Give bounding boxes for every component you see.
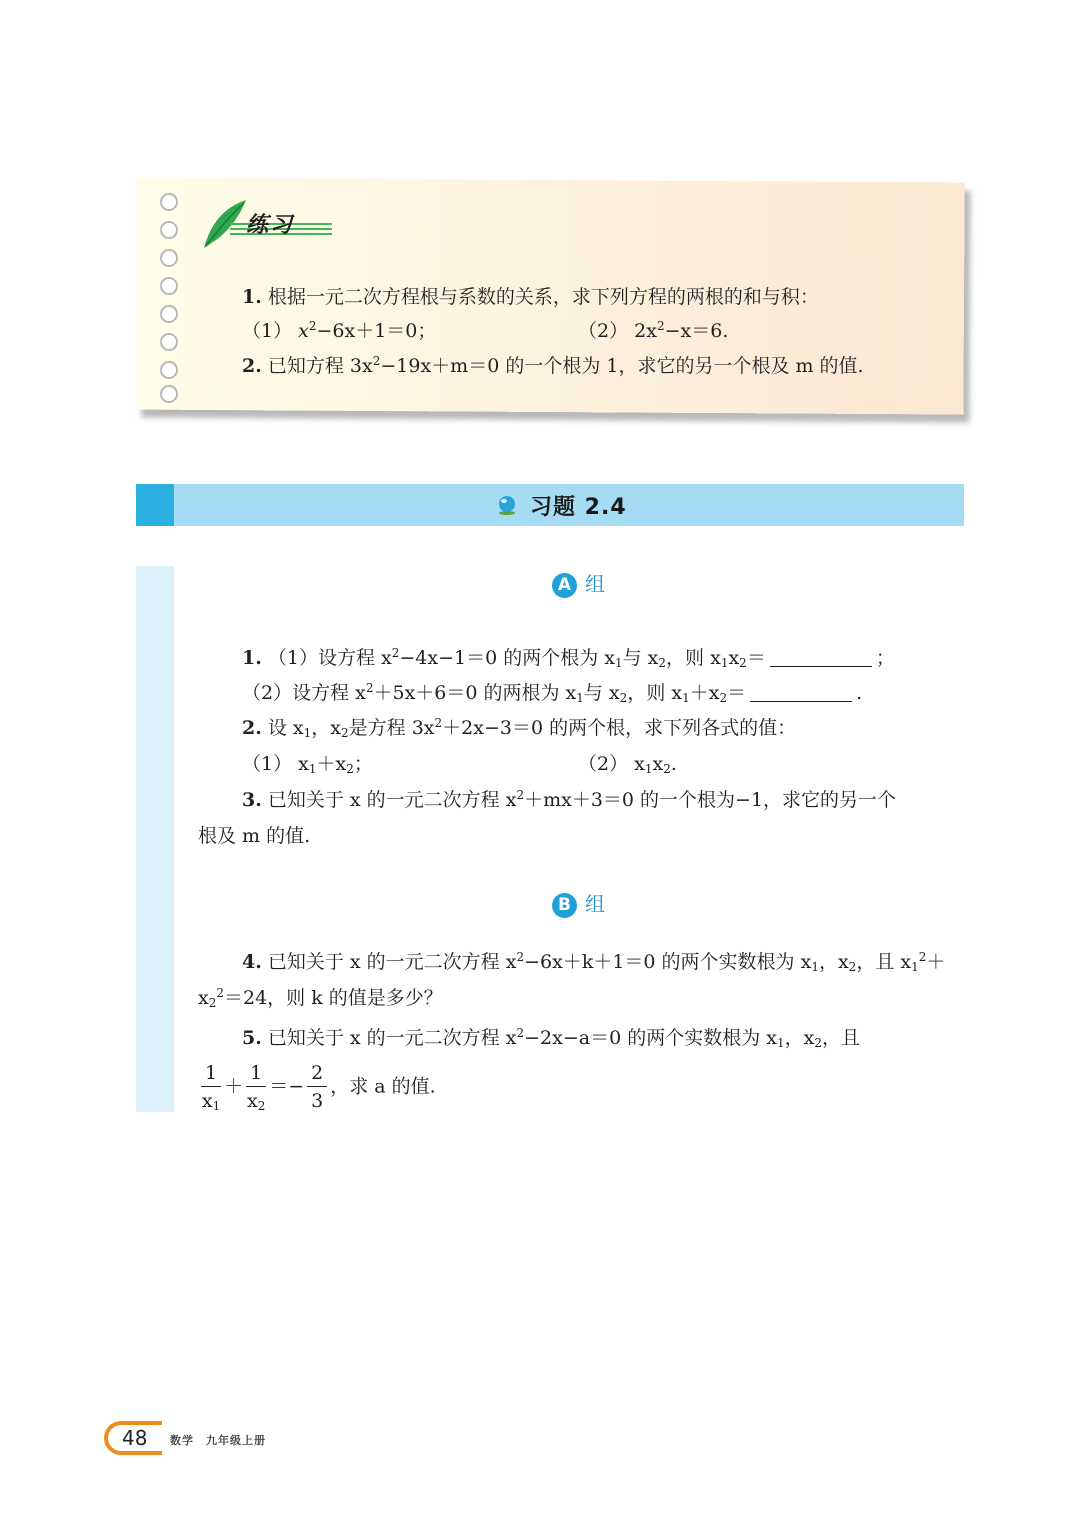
exercise-question-3: [242, 788, 896, 812]
question-text: −4x−1＝0 的两个根为 x: [399, 647, 615, 669]
question-text: 是方程 3x: [348, 717, 435, 739]
binder-ring: [160, 249, 178, 267]
question-text: ，x: [311, 717, 342, 739]
operator: ＋: [224, 1075, 244, 1098]
subscript: 1: [576, 691, 584, 705]
exponent: 2: [516, 788, 525, 802]
subscript: 2: [658, 656, 667, 670]
exercise-banner-accent: [136, 484, 174, 526]
binder-ring: [160, 361, 178, 379]
subscript: 2: [257, 1099, 266, 1113]
part-label: （1）: [242, 320, 293, 342]
question-text: ，x: [818, 951, 849, 973]
question-text: 与 x: [583, 682, 620, 704]
exercise-question-5: [242, 1026, 860, 1050]
exponent: 2: [391, 646, 400, 660]
question-number: 4.: [242, 951, 262, 973]
question-text: ＋mx＋3＝0 的一个根为−1，求它的另一个: [524, 789, 897, 811]
subscript: 1: [720, 656, 729, 670]
question-number: 5.: [242, 1027, 262, 1049]
question-text: x: [652, 753, 664, 775]
group-label: 组: [585, 892, 605, 916]
exponent: 2: [516, 950, 525, 964]
exponent: 2: [918, 950, 927, 964]
practice-question-2: [242, 354, 864, 378]
exercise-question-2-part-1: [242, 752, 373, 776]
exponent: 2: [656, 319, 665, 333]
exponent: 2: [308, 319, 317, 333]
question-text: x: [634, 753, 645, 775]
question-text: ，x: [784, 1027, 815, 1049]
subscript: 2: [663, 762, 671, 776]
group-badge: A: [552, 573, 577, 598]
subscript: 2: [341, 726, 349, 740]
equation-term: 2x: [634, 320, 657, 342]
subscript: 1: [682, 691, 690, 705]
subscript: 2: [739, 656, 747, 670]
answer-blank[interactable]: [750, 683, 852, 702]
exercise-question-2: [242, 716, 796, 740]
question-text: 设 x: [267, 717, 304, 739]
question-text: ＋2x−3＝0 的两个根，求下列各式的值：: [442, 717, 797, 739]
page-number: 48: [122, 1426, 148, 1450]
exponent: 2: [216, 986, 224, 1000]
fraction-1-over-x1: [201, 1064, 221, 1111]
subscript: 2: [814, 1036, 822, 1050]
part-label: （2）: [578, 753, 629, 775]
exercise-question-4: [242, 950, 945, 974]
answer-blank[interactable]: [770, 648, 872, 667]
question-text: .: [856, 682, 863, 704]
subscript: 2: [719, 691, 728, 705]
question-text: 已知关于 x 的一元二次方程 x: [267, 789, 517, 811]
subscript: 1: [776, 1036, 785, 1050]
part-label: （2）: [578, 320, 629, 342]
question-text: ，且: [821, 1027, 860, 1049]
exercise-question-4-cont: [198, 986, 443, 1010]
numerator: 1: [246, 1064, 266, 1087]
group-badge: B: [552, 893, 577, 918]
question-text: 根据一元二次方程根与系数的关系，求下列方程的两根的和与积：: [267, 286, 819, 308]
book-title: 数学 九年级上册: [170, 1434, 266, 1447]
subscript: 2: [848, 960, 857, 974]
question-number: 3.: [242, 789, 262, 811]
question-text: 与 x: [622, 647, 659, 669]
binder-ring: [160, 305, 178, 323]
fraction-2-over-3: [307, 1064, 327, 1111]
practice-question-1: [242, 285, 819, 309]
question-number: 2.: [242, 717, 262, 739]
question-text: x: [298, 753, 309, 775]
question-text: ；: [875, 647, 895, 669]
question-text: 已知方程 3x: [267, 355, 373, 377]
question-text: ＝24，则 k 的值是多少？: [224, 987, 443, 1009]
question-text: ；: [353, 753, 373, 775]
question-text: ，且 x: [856, 951, 912, 973]
operator: ＝−: [269, 1075, 305, 1098]
question-text: ＝: [746, 647, 766, 669]
equation-term: x: [298, 320, 309, 342]
question-text: .: [670, 753, 677, 775]
question-text: ，则 x: [666, 647, 721, 669]
question-text: （1）设方程 x: [267, 647, 392, 669]
question-text: ＋x: [689, 682, 720, 704]
subscript: 1: [308, 762, 317, 776]
question-text: ，求 a 的值.: [330, 1075, 436, 1098]
fraction-1-over-x2: [246, 1064, 266, 1111]
exercise-side-strip: [136, 566, 174, 1112]
question-text: −19x＋m＝0 的一个根为 1，求它的另一个根及 m 的值.: [380, 355, 864, 377]
exponent: 2: [372, 354, 381, 368]
exercise-question-5-formula: [198, 1064, 436, 1111]
subscript: 1: [811, 960, 819, 974]
question-text: −2x−a＝0 的两个实数根为 x: [524, 1027, 777, 1049]
practice-question-1-part-2: [578, 319, 728, 343]
question-text: 根及 m 的值.: [198, 825, 311, 847]
group-a-heading: [552, 568, 605, 598]
binder-ring: [160, 333, 178, 351]
subscript: 2: [346, 762, 354, 776]
question-text: ，则 x: [627, 682, 683, 704]
question-text: x: [728, 647, 740, 669]
exercise-title: 习题 2.4: [530, 495, 627, 520]
question-text: x: [198, 987, 209, 1009]
binder-ring: [160, 193, 178, 211]
question-text: 已知关于 x 的一元二次方程 x: [267, 1027, 517, 1049]
practice-question-1-part-1: [242, 319, 436, 343]
subscript: 1: [303, 726, 312, 740]
globe-icon: [496, 494, 518, 516]
group-b-heading: [552, 888, 605, 918]
denominator: [246, 1087, 266, 1111]
question-number: 2.: [242, 355, 262, 377]
exercise-question-1-part-2: [242, 681, 862, 705]
subscript: 1: [911, 960, 919, 974]
binder-ring: [160, 277, 178, 295]
question-text: ＝: [727, 682, 747, 704]
numerator: 2: [307, 1064, 327, 1087]
binder-ring: [160, 385, 178, 403]
denominator-var: x: [201, 1090, 213, 1112]
question-text: ＋5x＋6＝0 的两根为 x: [373, 682, 577, 704]
equation-rest: −x＝6.: [664, 320, 729, 342]
practice-title: 练习: [246, 213, 295, 238]
part-label: （1）: [242, 753, 293, 775]
denominator: [201, 1087, 221, 1111]
denominator-var: x: [246, 1090, 258, 1112]
subscript: 1: [212, 1099, 221, 1113]
question-text: −6x＋k＋1＝0 的两个实数根为 x: [524, 951, 812, 973]
binder-ring: [160, 221, 178, 239]
subscript: 1: [615, 656, 623, 670]
subscript: 2: [208, 996, 217, 1010]
denominator: 3: [311, 1090, 324, 1112]
exponent: 2: [516, 1026, 525, 1040]
equation-rest: −6x＋1＝0；: [316, 320, 437, 342]
question-text: 已知关于 x 的一元二次方程 x: [267, 951, 517, 973]
group-label: 组: [585, 572, 605, 596]
exercise-question-1-part-1: [242, 646, 895, 670]
exponent: 2: [365, 681, 374, 695]
question-number: 1.: [242, 286, 262, 308]
question-number: 1.: [242, 647, 262, 669]
exercise-question-3-cont: [198, 824, 310, 848]
exercise-question-2-part-2: [578, 752, 677, 776]
question-text: ＋: [926, 951, 946, 973]
exponent: 2: [434, 716, 443, 730]
question-text: ＋x: [316, 753, 347, 775]
subscript: 2: [619, 691, 628, 705]
question-text: （2）设方程 x: [242, 682, 366, 704]
numerator: 1: [201, 1064, 221, 1087]
subscript: 1: [644, 762, 653, 776]
